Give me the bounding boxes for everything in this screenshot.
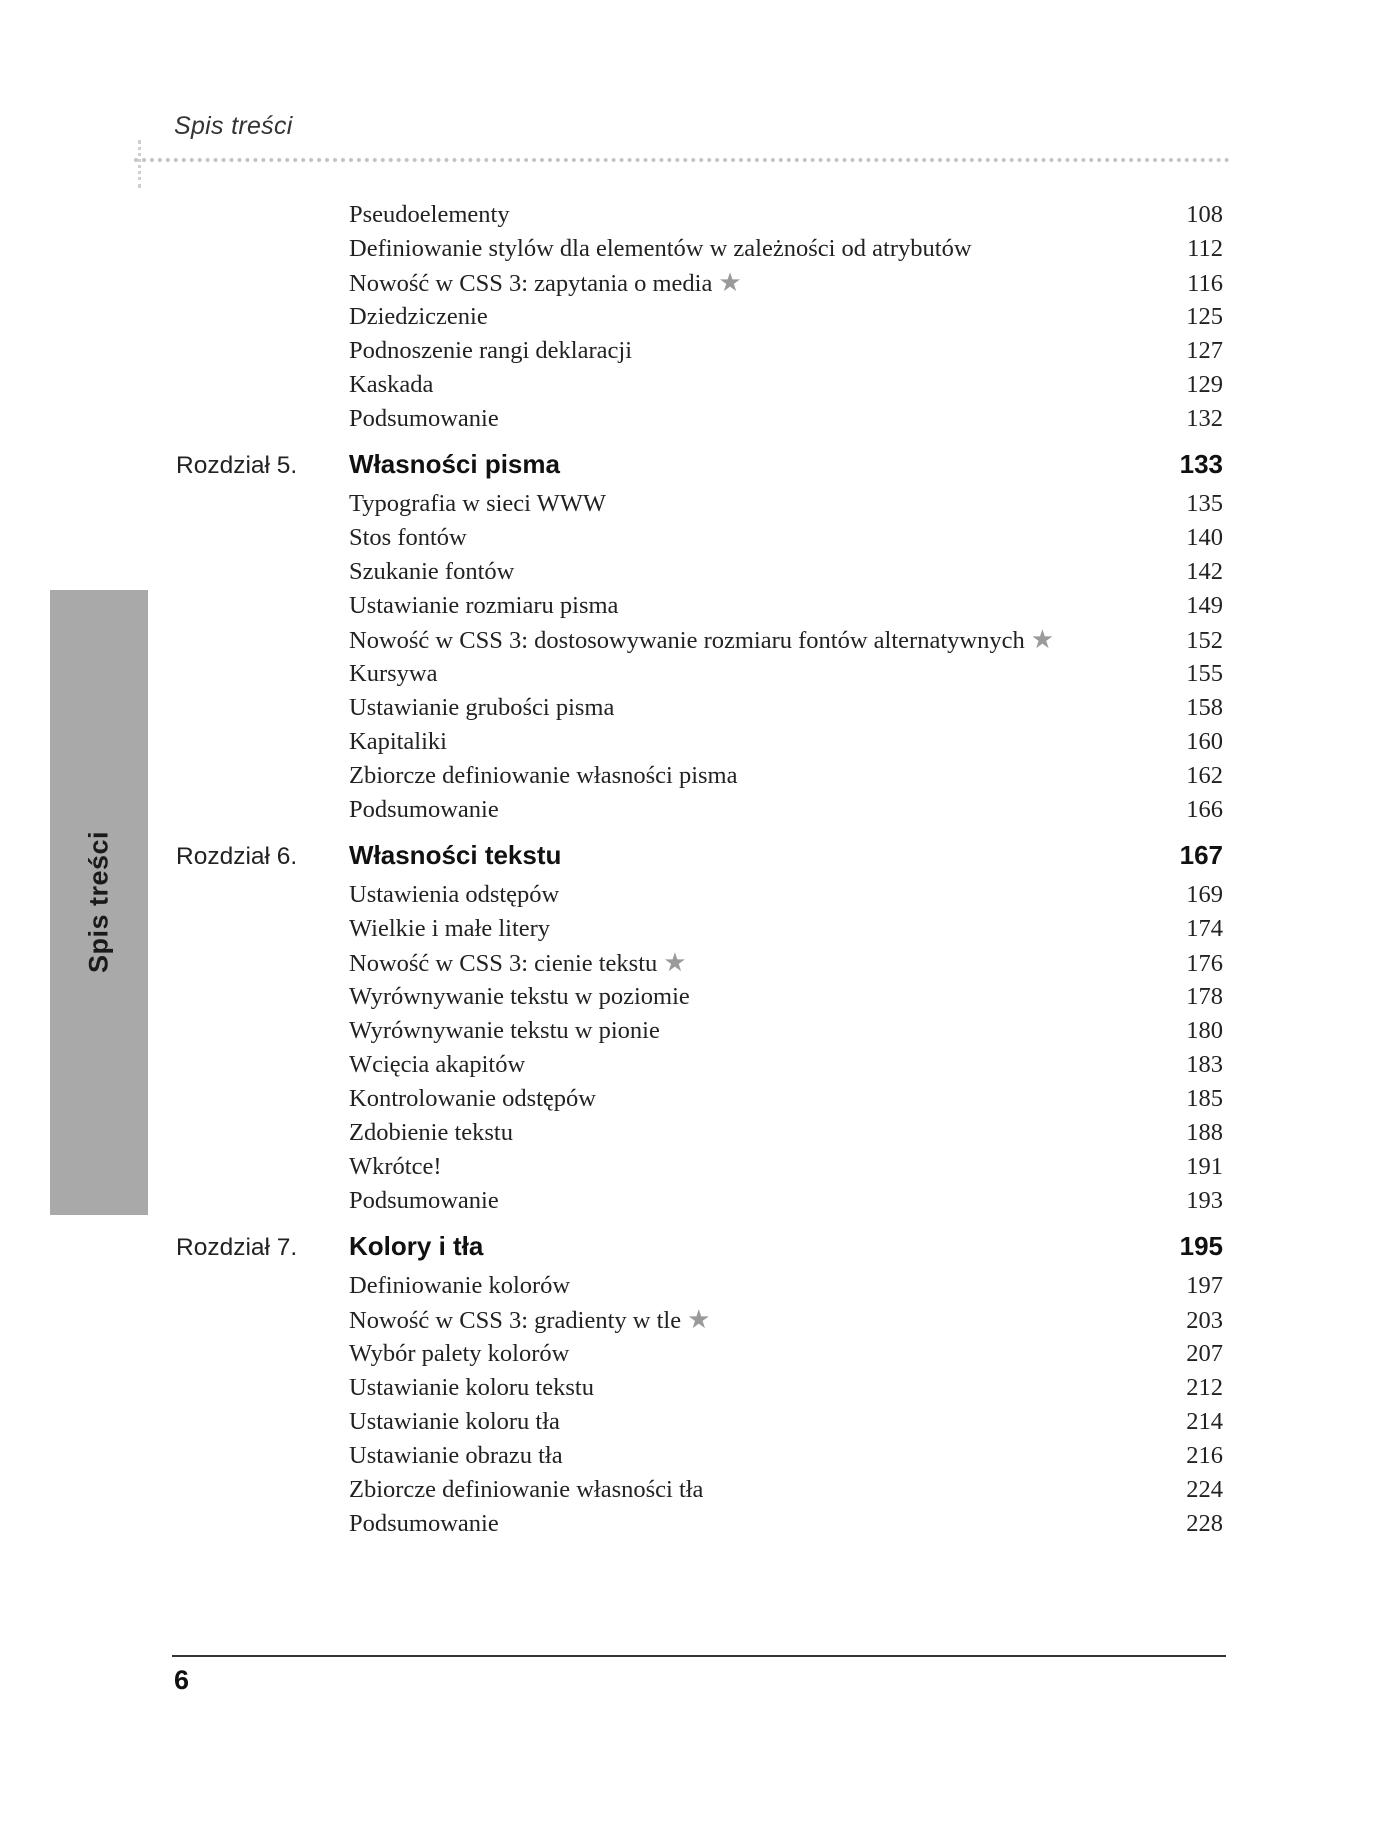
toc-entry-title [349,1116,513,1150]
toc-entry-title [349,1507,499,1541]
toc-entry-title [349,266,742,301]
toc-entry-title-text: Podsumowanie [349,1510,499,1537]
toc-entry-title [349,589,618,623]
toc-entry-page: 108 [1186,201,1223,228]
toc-entry-page: 160 [1186,728,1223,755]
toc-entry-title-text: Ustawianie rozmiaru pisma [349,592,619,619]
toc-entry-page: 193 [1186,1187,1223,1214]
toc-entry-page: 191 [1186,1153,1223,1180]
toc-entry-title [349,487,606,521]
toc-entry[interactable] [349,368,1223,402]
toc-entry[interactable] [349,402,1223,436]
toc-entry-title [349,1473,703,1507]
toc-entry-page: 166 [1186,796,1223,823]
toc-entry[interactable] [349,1337,1223,1371]
toc-entry-title [349,759,737,793]
toc-entry-page: 152 [1186,627,1223,654]
toc-entry-page: 228 [1186,1510,1223,1537]
toc-entry-title-text: Nowość w CSS 3: zapytania o media [349,270,713,297]
toc-entry-title-text: Podsumowanie [349,1187,499,1214]
header-dotted-rule-vertical [138,140,141,188]
toc-entry[interactable] [349,878,1223,912]
toc-entry-title-text: Nowość w CSS 3: cienie tekstu [349,950,658,977]
toc-entry-page: 224 [1186,1476,1223,1503]
toc-entry-title [349,793,499,827]
toc-entry-title-text: Nowość w CSS 3: dostosowywanie rozmiaru fontów alternatywnych [349,627,1025,654]
toc-entry[interactable] [349,300,1223,334]
toc-entry-page: 197 [1186,1272,1223,1299]
toc-entry-title [349,657,437,691]
toc-entry-title [349,402,499,436]
toc-entry-page: 207 [1186,1340,1223,1367]
toc-entry-title [349,555,514,589]
chapter-heading[interactable] [176,449,1223,487]
toc-entry-page: 129 [1186,371,1223,398]
chapter-number: Rozdział 5. [176,452,298,479]
toc-entry-page: 188 [1186,1119,1223,1146]
chapter-title: Kolory i tła [349,1231,484,1261]
toc-entry[interactable] [349,1473,1223,1507]
toc-entry-page: 178 [1186,983,1223,1010]
toc-entry-title [349,1269,570,1303]
toc-entry[interactable] [349,232,1223,266]
toc-entry-title [349,198,510,232]
toc-entry[interactable] [349,1507,1223,1541]
chapter-page: 167 [1179,840,1223,870]
toc-entry[interactable] [349,1269,1223,1303]
chapter-number: Rozdział 7. [176,1234,298,1261]
page-number: 6 [174,1665,190,1695]
toc-entry[interactable] [349,980,1223,1014]
toc-entry[interactable] [349,266,1223,300]
toc-entry[interactable] [349,1184,1223,1218]
toc-entry-title-text: Wkrótce! [349,1153,442,1180]
toc-entry-title [349,623,1054,658]
toc-entry-title [349,368,433,402]
toc-entry-title-text: Kursywa [349,660,438,687]
toc-entry-title-text: Wyrównywanie tekstu w poziomie [349,983,690,1010]
toc-entry[interactable] [349,1303,1223,1337]
toc-entry[interactable] [349,589,1223,623]
toc-entry-title-text: Podsumowanie [349,796,499,823]
toc-entry-page: 155 [1186,660,1223,687]
toc-entry-page: 158 [1186,694,1223,721]
toc-entry-title [349,1337,569,1371]
toc-entry-title [349,725,447,759]
toc-entry-title-text: Definiowanie stylów dla elementów w zależności od atrybutów [349,235,972,262]
chapter-title: Własności pisma [349,449,560,479]
chapter-heading[interactable] [176,840,1223,878]
toc-entry-page: 142 [1186,558,1223,585]
toc-entry-title-text: Podsumowanie [349,405,499,432]
star-icon: ★ [718,268,742,297]
toc-entry-title-text: Wcięcia akapitów [349,1051,526,1078]
toc-entry-title-text: Wybór palety kolorów [349,1340,570,1367]
toc-entry-title-text: Ustawienia odstępów [349,881,560,908]
toc-entry-page: 176 [1186,950,1223,977]
toc-entry-page: 149 [1186,592,1223,619]
header-dotted-rule [134,158,1230,162]
toc-entry-page: 180 [1186,1017,1223,1044]
toc-entry[interactable] [349,657,1223,691]
toc-entry-title-text: Zbiorcze definiowanie własności pisma [349,762,738,789]
toc-entry-title-text: Ustawianie koloru tekstu [349,1374,594,1401]
toc-entry-title-text: Typografia w sieci WWW [349,490,607,517]
toc-entry-title [349,878,559,912]
toc-entry[interactable] [349,1371,1223,1405]
toc-entry-title-text: Kontrolowanie odstępów [349,1085,596,1112]
toc-entry-page: 183 [1186,1051,1223,1078]
toc-entry[interactable] [349,1082,1223,1116]
toc-entry[interactable] [349,1150,1223,1184]
toc-entry-title [349,1048,525,1082]
toc-entry-title-text: Definiowanie kolorów [349,1272,571,1299]
toc-entry-title-text: Ustawianie obrazu tła [349,1442,563,1469]
toc-entry[interactable] [349,1048,1223,1082]
toc-entry[interactable] [349,759,1223,793]
toc-entry[interactable] [349,793,1223,827]
chapter-page: 133 [1179,449,1223,479]
toc-entry-title-text: Wielkie i małe litery [349,915,551,942]
toc-entry[interactable] [349,1405,1223,1439]
toc-entry-page: 125 [1186,303,1223,330]
toc-entry-title [349,912,550,946]
toc-entry[interactable] [349,1116,1223,1150]
toc-entry-title [349,1439,563,1473]
toc-entry[interactable] [349,555,1223,589]
toc-entry-title-text: Ustawianie koloru tła [349,1408,560,1435]
toc-entry-title [349,1303,710,1338]
chapter-number: Rozdział 6. [176,843,298,870]
toc-entry[interactable] [349,487,1223,521]
star-icon: ★ [1030,625,1055,654]
toc-entry[interactable] [349,334,1223,368]
toc-entry-title [349,521,467,555]
footer-rule [172,1655,1226,1657]
star-icon: ★ [663,948,687,977]
toc-entry-title-text: Stos fontów [349,524,467,551]
chapter-title: Własności tekstu [349,840,562,870]
toc-entry[interactable] [349,1014,1223,1048]
toc-entry-title-text: Podnoszenie rangi deklaracji [349,337,633,364]
running-head: Spis treści [174,112,293,140]
toc-entry-title-text: Pseudoelementy [349,201,510,228]
toc-entry-page: 169 [1186,881,1223,908]
toc-entry-title-text: Kapitaliki [349,728,447,755]
toc-entry-page: 116 [1187,270,1223,297]
toc-entry-title [349,1371,594,1405]
toc-entry-title [349,334,632,368]
toc-entry-page: 216 [1186,1442,1223,1469]
toc-entry-title-text: Zdobienie tekstu [349,1119,513,1146]
toc-entry-title-text: Dziedziczenie [349,303,488,330]
toc-entry-page: 132 [1186,405,1223,432]
toc-entry-title [349,1150,442,1184]
toc-entry-page: 135 [1186,490,1223,517]
toc-entry[interactable] [349,1439,1223,1473]
toc-entry-title [349,1082,596,1116]
toc-entry[interactable] [349,521,1223,555]
toc-entry-page: 214 [1186,1408,1223,1435]
toc-entry-title [349,946,687,981]
toc-entry-title-text: Zbiorcze definiowanie własności tła [349,1476,704,1503]
toc-entry-title-text: Kaskada [349,371,434,398]
toc-entry[interactable] [349,912,1223,946]
toc-entry-title [349,980,690,1014]
toc-entry[interactable] [349,691,1223,725]
toc-entry-title-text: Nowość w CSS 3: gradienty w tle [349,1307,682,1334]
toc-entry-page: 112 [1187,235,1223,262]
toc-entry-title [349,1184,499,1218]
toc-entry-page: 127 [1186,337,1223,364]
toc-entry[interactable] [349,198,1223,232]
side-tab-label: Spis treści [83,830,114,974]
toc-entry[interactable] [349,725,1223,759]
toc-entry-page: 162 [1186,762,1223,789]
chapter-page: 195 [1179,1231,1223,1261]
toc-entry[interactable] [349,946,1223,980]
star-icon: ★ [687,1305,711,1334]
toc-entry-title [349,1014,660,1048]
toc-entry-page: 203 [1186,1307,1223,1334]
toc-entry-page: 174 [1186,915,1223,942]
chapter-heading[interactable] [176,1231,1223,1269]
toc-entry-page: 212 [1186,1374,1223,1401]
toc-entry-title [349,232,972,266]
toc-entry-page: 140 [1186,524,1223,551]
toc-entry-title-text: Ustawianie grubości pisma [349,694,615,721]
toc-entry-title [349,1405,560,1439]
toc-entry[interactable] [349,623,1223,657]
toc-entry-title-text: Wyrównywanie tekstu w pionie [349,1017,660,1044]
toc-entry-title [349,691,614,725]
toc-entry-title-text: Szukanie fontów [349,558,515,585]
toc-entry-title [349,300,488,334]
toc-entry-page: 185 [1186,1085,1223,1112]
